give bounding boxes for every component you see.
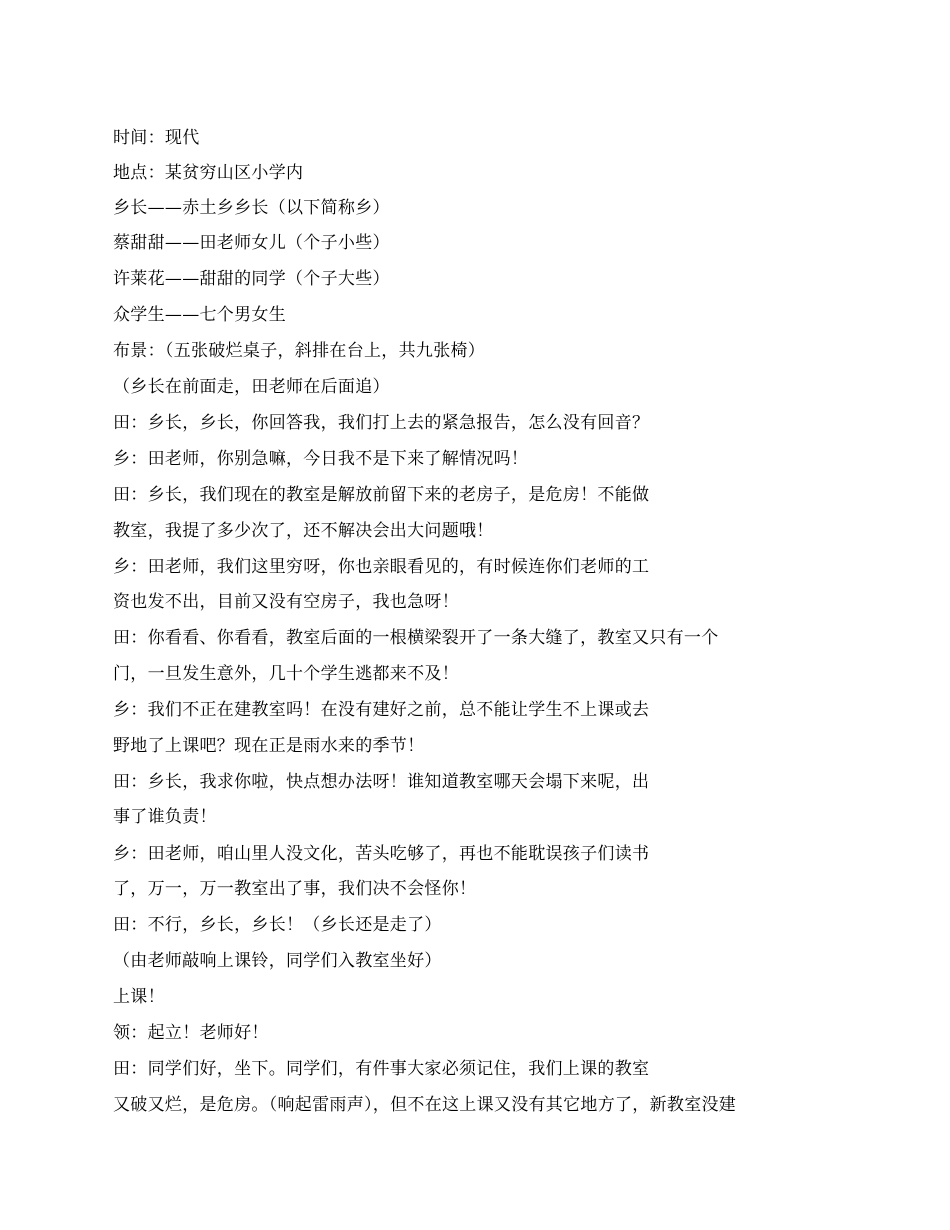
text-line: 众学生——七个男女生 xyxy=(113,305,286,325)
text-line: 蔡甜甜——田老师女儿（个子小些） xyxy=(113,233,390,253)
text-line: 田：乡长，我们现在的教室是解放前留下来的老房子，是危房！不能做 xyxy=(113,485,650,505)
text-line: 许莱花——甜甜的同学（个子大些） xyxy=(113,269,390,289)
text-line: 田：同学们好，坐下。同学们，有件事大家必须记住，我们上课的教室 xyxy=(113,1059,650,1079)
text-line: 田：乡长，我求你啦，快点想办法呀！谁知道教室哪天会塌下来呢，出 xyxy=(113,772,650,792)
text-line: 乡：田老师，咱山里人没文化，苦头吃够了，再也不能耽误孩子们读书 xyxy=(113,844,650,864)
text-line: 了，万一，万一教室出了事，我们决不会怪你！ xyxy=(113,879,477,899)
text-line: 田：你看看、你看看，教室后面的一根横梁裂开了一条大缝了，教室又只有一个 xyxy=(113,628,719,648)
text-line: 门，一旦发生意外，几十个学生逃都来不及！ xyxy=(113,664,459,684)
text-line: 事了谁负责！ xyxy=(113,807,217,827)
text-line: 地点：某贫穷山区小学内 xyxy=(113,163,304,183)
text-line: 资也发不出，目前又没有空房子，我也急呀！ xyxy=(113,592,459,612)
text-line: 乡：田老师，你别急嘛，今日我不是下来了解情况吗！ xyxy=(113,449,529,469)
text-line: （由老师敲响上课铃，同学们入教室坐好） xyxy=(113,951,442,971)
text-line: 乡长——赤土乡乡长（以下简称乡） xyxy=(113,198,390,218)
text-line: 又破又烂，是危房。（响起雷雨声），但不在这上课又没有其它地方了，新教室没建 xyxy=(113,1095,737,1115)
text-line: 乡：田老师，我们这里穷呀，你也亲眼看见的，有时候连你们老师的工 xyxy=(113,557,650,577)
text-line: 上课！ xyxy=(113,987,165,1007)
text-line: 教室，我提了多少次了，还不解决会出大问题哦！ xyxy=(113,521,494,541)
text-line: 领：起立！老师好！ xyxy=(113,1023,269,1043)
text-line: 时间：现代 xyxy=(113,128,200,148)
text-line: 乡：我们不正在建教室吗！在没有建好之前，总不能让学生不上课或去 xyxy=(113,700,650,720)
text-line: （乡长在前面走，田老师在后面追） xyxy=(113,377,390,397)
text-line: 野地了上课吧？现在正是雨水来的季节！ xyxy=(113,736,425,756)
text-line: 田：乡长，乡长，你回答我，我们打上去的紧急报告，怎么没有回音？ xyxy=(113,413,650,433)
text-line: 田：不行，乡长，乡长！（乡长还是走了） xyxy=(113,915,442,935)
text-line: 布景：（五张破烂桌子，斜排在台上，共九张椅） xyxy=(113,341,486,361)
